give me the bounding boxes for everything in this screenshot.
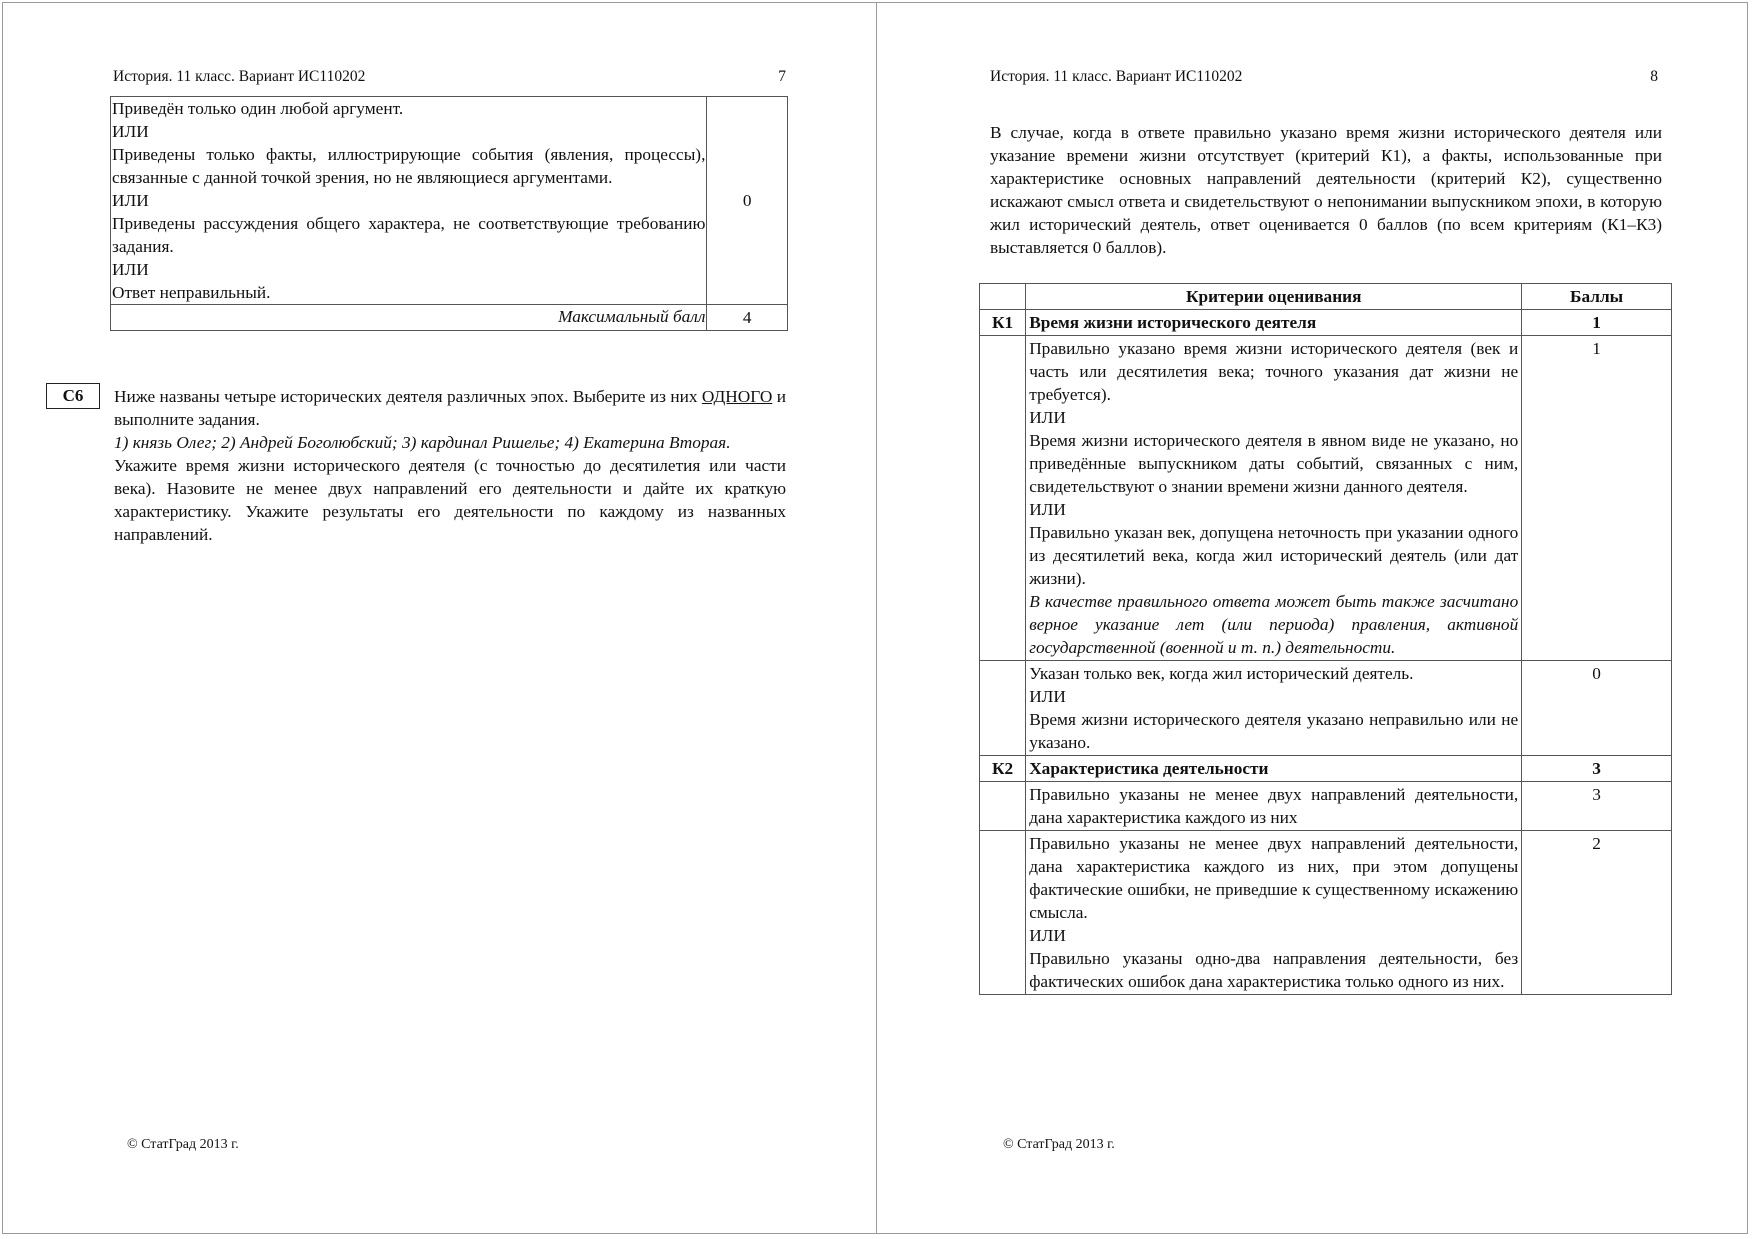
task-intro	[114, 385, 786, 431]
criteria-line: ИЛИ	[1029, 408, 1066, 427]
left-page-number: 7	[778, 68, 786, 85]
table-row	[980, 336, 1672, 661]
criterion-title: Характеристика деятельности	[1026, 756, 1522, 782]
criteria-line: ИЛИ	[1029, 500, 1066, 519]
criteria-line: Указан только век, когда жил исторический деятель.	[1029, 664, 1414, 683]
header-empty-cell	[980, 284, 1026, 310]
criteria-line: ИЛИ	[112, 191, 149, 210]
points-cell: 3	[1522, 782, 1672, 831]
right-page-header: История. 11 класс. Вариант ИС110202	[990, 68, 1243, 85]
criteria-line: ИЛИ	[1029, 926, 1066, 945]
table-row	[980, 756, 1672, 782]
criteria-line: Время жизни исторического деятеля указано неправильно или не указано.	[1029, 710, 1519, 752]
left-page	[0, 0, 876, 1239]
right-page-footer: © СтатГрад 2013 г.	[1003, 1137, 1115, 1152]
criteria-line: ИЛИ	[112, 260, 149, 279]
empty-code-cell	[980, 782, 1026, 831]
criterion-description	[1026, 661, 1522, 756]
table-row	[980, 310, 1672, 336]
criteria-line: Приведён только один любой аргумент.	[112, 99, 404, 118]
criteria-line: ИЛИ	[1029, 687, 1066, 706]
empty-code-cell	[980, 661, 1026, 756]
points-cell: 1	[1522, 336, 1672, 661]
criteria-note: В качестве правильного ответа может быть также засчитано верное указание лет (или периода) правления, активной государственной (военной и т. п.) деятельности.	[1029, 592, 1519, 657]
right-page-number: 8	[1650, 68, 1658, 85]
task-figures: 1) князь Олег; 2) Андрей Боголюбский; 3) кардинал Ришелье; 4) Екатерина Вторая.	[114, 433, 731, 452]
max-score-value: 4	[707, 305, 788, 331]
criterion-code: К2	[980, 756, 1026, 782]
task-intro-emphasis: ОДНОГО	[701, 387, 773, 406]
criterion-max: 3	[1522, 756, 1672, 782]
criteria-line: Правильно указано время жизни исторического деятеля (век и часть или десятилетия века; точного указания дат жизни не требуется).	[1029, 339, 1519, 404]
table-row	[980, 661, 1672, 756]
header-points: Баллы	[1522, 284, 1672, 310]
table-row	[980, 831, 1672, 995]
criteria-line: Время жизни исторического деятеля в явном виде не указано, но приведённые выпускником даты событий, связанных с ним, свидетельствуют о знании времени жизни данного деятеля.	[1029, 431, 1519, 496]
criterion-max: 1	[1522, 310, 1672, 336]
assessment-intro: В случае, когда в ответе правильно указано время жизни исторического деятеля или указание времени жизни отсутствует (критерий К1), а факты, использованные при характеристике основных направлений деятельности (критерий К2), существенно искажают смысл ответа и свидетельствуют о непонимании выпускником эпохи, в которую жил исторический деятель, ответ оценивается 0 баллов (по всем критериям (К1–К3) выставляется 0 баллов).	[990, 123, 1662, 257]
criterion-title: Время жизни исторического деятеля	[1026, 310, 1522, 336]
points-cell: 0	[1522, 661, 1672, 756]
table-row	[111, 97, 788, 305]
criterion-description	[1026, 336, 1522, 661]
header-criteria: Критерии оценивания	[1026, 284, 1522, 310]
task-instruction: Укажите время жизни исторического деятеля (с точностью до десятилетия или части века). Назовите не менее двух направлений его деятельности и дайте их краткую характеристику. Укажите результаты его деятельности по каждому из названных направлений.	[114, 456, 786, 544]
table-row	[111, 305, 788, 331]
criteria-line: ИЛИ	[112, 122, 149, 141]
criteria-line: Правильно указан век, допущена неточность при указании одного из десятилетий века, когда жил исторический деятель (или дат жизни).	[1029, 523, 1519, 588]
criteria-line: Приведены рассуждения общего характера, не соответствующие требованию задания.	[112, 214, 706, 256]
table-row	[980, 782, 1672, 831]
max-score-label: Максимальный балл	[111, 305, 707, 331]
criterion-description: Правильно указаны не менее двух направлений деятельности, дана характеристика каждого из них	[1026, 782, 1522, 831]
task-intro-part: и выполните задания.	[114, 387, 786, 429]
left-criteria-table	[110, 96, 788, 331]
task-intro-part: Ниже названы четыре исторических деятеля различных эпох. Выберите из них	[114, 387, 702, 406]
criteria-text-cell	[111, 97, 707, 305]
criterion-code: К1	[980, 310, 1026, 336]
points-cell: 2	[1522, 831, 1672, 995]
criteria-line: Правильно указаны одно-два направления деятельности, без фактических ошибок дана характеристика только одного из них.	[1029, 949, 1519, 991]
points-cell: 0	[707, 97, 788, 305]
empty-code-cell	[980, 831, 1026, 995]
criterion-description	[1026, 831, 1522, 995]
left-page-header: История. 11 класс. Вариант ИС110202	[113, 68, 366, 85]
criteria-line: Ответ неправильный.	[112, 283, 271, 302]
right-criteria-table	[979, 283, 1672, 995]
criteria-line: Правильно указаны не менее двух направлений деятельности, дана характеристика каждого из них, при этом допущены фактические ошибки, не приведшие к существенному искажению смысла.	[1029, 834, 1519, 922]
task-label: С6	[46, 383, 100, 409]
empty-code-cell	[980, 336, 1026, 661]
left-page-footer: © СтатГрад 2013 г.	[127, 1137, 239, 1152]
task-text	[114, 385, 786, 546]
criteria-line: Приведены только факты, иллюстрирующие события (явления, процессы), связанные с данной точкой зрения, но не являющиеся аргументами.	[112, 145, 706, 187]
table-header-row	[980, 284, 1672, 310]
